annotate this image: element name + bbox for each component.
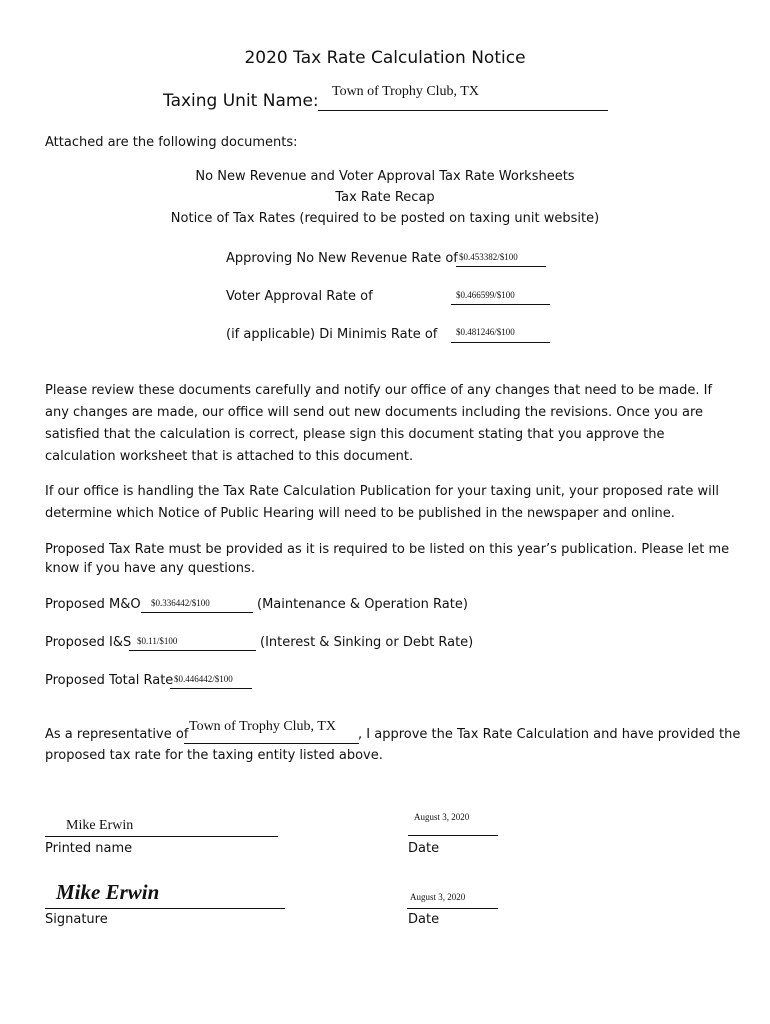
voter-approval-underline — [451, 304, 550, 305]
representative-line2: proposed tax rate for the taxing entity listed above. — [45, 748, 383, 763]
signature-date-label: Date — [408, 912, 440, 927]
representative-entity[interactable]: Town of Trophy Club, TX — [189, 719, 336, 734]
voter-approval-rate-label: Voter Approval Rate of — [226, 289, 373, 304]
publication-paragraph: If our office is handling the Tax Rate Calculation Publication for your taxing unit, your proposed rate will determine which Notice of Public Hearing will need to be published in the newspaper and online. — [45, 484, 720, 521]
no-new-revenue-rate-label: Approving No New Revenue Rate of — [226, 251, 458, 266]
date-label: Date — [408, 841, 440, 856]
representative-prefix: As a representative of — [45, 727, 189, 742]
document-item: Tax Rate Recap — [335, 190, 435, 205]
proposed-is-value[interactable]: $0.11/$100 — [137, 636, 178, 646]
de-minimis-rate-value[interactable]: $0.481246/$100 — [456, 327, 515, 337]
document-item: No New Revenue and Voter Approval Tax Rate Worksheets — [195, 169, 575, 184]
no-new-revenue-underline — [456, 266, 546, 267]
signature-date-value[interactable]: August 3, 2020 — [410, 892, 466, 902]
date-underline — [408, 835, 498, 836]
proposed-is-description: (Interest & Sinking or Debt Rate) — [260, 635, 474, 650]
signature-date-underline — [407, 908, 498, 909]
representative-underline — [184, 743, 359, 744]
proposed-mo-value[interactable]: $0.336442/$100 — [151, 598, 210, 608]
proposed-is-label: Proposed I&S — [45, 635, 132, 650]
signature-value[interactable]: Mike Erwin — [56, 880, 160, 904]
proposed-total-label: Proposed Total Rate — [45, 673, 174, 688]
printed-name-value[interactable]: Mike Erwin — [66, 818, 134, 833]
signature-underline — [45, 908, 285, 909]
no-new-revenue-rate-value[interactable]: $0.453382/$100 — [459, 252, 518, 262]
de-minimis-rate-label: (if applicable) Di Minimis Rate of — [226, 327, 438, 342]
taxing-unit-underline — [318, 110, 608, 111]
intro-text: Attached are the following documents: — [45, 135, 298, 150]
proposed-total-underline — [170, 688, 252, 689]
representative-suffix: , I approve the Tax Rate Calculation and have provided the — [358, 727, 741, 742]
proposed-total-value[interactable]: $0.446442/$100 — [174, 674, 233, 684]
de-minimis-underline — [451, 342, 550, 343]
voter-approval-rate-value[interactable]: $0.466599/$100 — [456, 290, 515, 300]
printed-name-label: Printed name — [45, 841, 133, 856]
taxing-unit-label: Taxing Unit Name: — [163, 91, 319, 111]
document-item: Notice of Tax Rates (required to be posted on taxing unit website) — [170, 211, 600, 226]
proposed-mo-underline — [141, 612, 253, 613]
signature-label: Signature — [45, 912, 108, 927]
proposed-paragraph: Proposed Tax Rate must be provided as it is required to be listed on this year’s publication. Please let me know if you have any questions. — [45, 542, 730, 576]
taxing-unit-value[interactable]: Town of Trophy Club, TX — [332, 84, 479, 99]
date-value[interactable]: August 3, 2020 — [414, 812, 470, 822]
documents-list — [0, 166, 770, 229]
review-paragraph: Please review these documents carefully and notify our office of any changes that need to be made. If any changes are made, our office will send out new documents including the revisions. Once you are satisfied that the calculation is correct, please sign this document stating that you approve the calculation worksheet that is attached to this document. — [45, 383, 713, 464]
proposed-mo-label: Proposed M&O — [45, 597, 141, 612]
page-title: 2020 Tax Rate Calculation Notice — [244, 48, 526, 68]
printed-name-underline — [45, 836, 278, 837]
proposed-is-underline — [129, 650, 256, 651]
proposed-mo-description: (Maintenance & Operation Rate) — [257, 597, 468, 612]
